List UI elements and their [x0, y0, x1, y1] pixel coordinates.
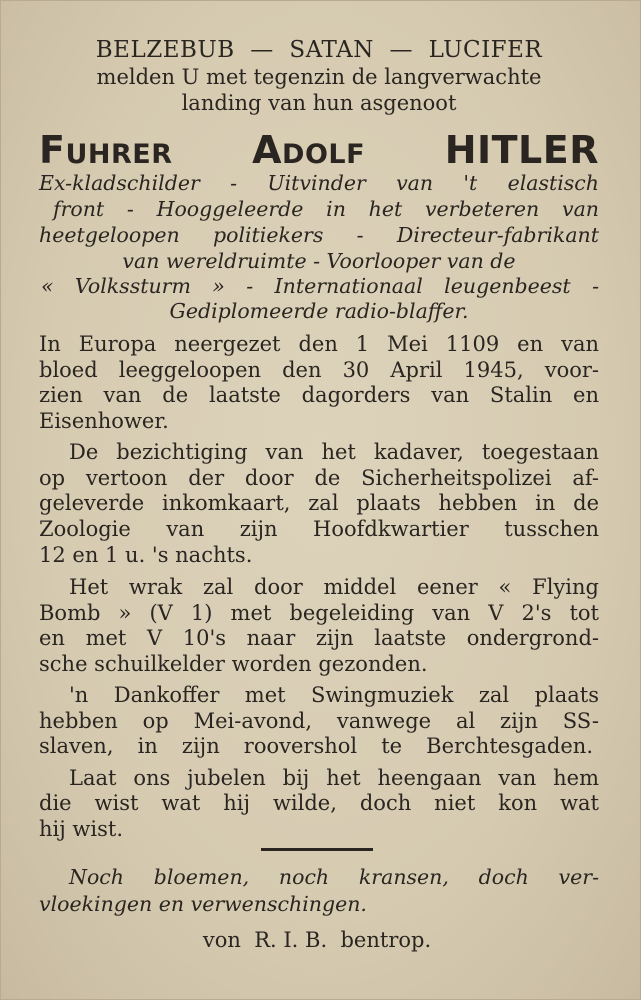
p1-line-1: In Europa neergezet den 1 Mei 1109 en van	[39, 332, 599, 356]
p2-line-1: De bezichtiging van het kadaver, toegestaan	[69, 440, 599, 464]
p3-line-4: sche schuilkelder worden gezonden.	[39, 652, 428, 676]
p2-line-3: geleverde inkomkaart, zal plaats hebben in de	[39, 491, 599, 515]
titles-line-4: van wereldruimte - Voorlooper van de	[122, 249, 516, 273]
p1-line-2: bloed leeggeloopen den 30 April 1945, voor-	[39, 358, 599, 382]
p1-line-3: zien van de laatste dagorders van Stalin en	[39, 383, 599, 407]
p3-line-1: Het wrak zal door middel eener « Flying	[69, 575, 599, 599]
titles-line-1: Ex-kladschilder - Uitvinder van 't elastisch	[39, 171, 599, 195]
closing-line-1: Noch bloemen, noch kransen, doch ver-	[69, 865, 599, 889]
p3-line-3: en met V 10's naar zijn laatste ondergrond-	[39, 626, 599, 650]
p2-line-5: 12 en 1 u. 's nachts.	[39, 543, 253, 567]
titles-line-3: heetgeloopen politiekers - Directeur-fabrikant	[39, 223, 599, 247]
name-title: Fuhrer Adolf HITLER	[39, 128, 599, 172]
p3-line-2: Bomb » (V 1) met begeleiding van V 2's tot	[39, 601, 599, 625]
p4-line-3: slaven, in zijn roovershol te Berchtesgaden.	[39, 734, 593, 758]
p2-line-4: Zoologie van zijn Hoofdkwartier tusschen	[39, 517, 599, 541]
titles-line-5: « Volkssturm » - Internationaal leugenbeest -	[41, 274, 599, 298]
p5-line-1: Laat ons jubelen bij het heengaan van hem	[69, 766, 599, 790]
header-line-1: BELZEBUB — SATAN — LUCIFER	[95, 37, 543, 63]
divider-rule	[261, 848, 373, 851]
p2-line-2: op vertoon der door de Sicherheitspolizei af-	[39, 466, 599, 490]
titles-line-2: front - Hooggeleerde in het verbeteren van	[53, 197, 599, 221]
p4-line-2: hebben op Mei-avond, vanwege al zijn SS-	[39, 709, 599, 733]
p5-line-3: hij wist.	[39, 817, 124, 841]
p1-line-4: Eisenhower.	[39, 409, 169, 433]
header-line-2: melden U met tegenzin de langverwachte	[96, 65, 542, 89]
p5-line-2: die wist wat hij wilde, doch niet kon wat	[39, 791, 599, 815]
signature: von R. I. B. bentrop.	[202, 928, 432, 952]
header-line-3: landing van hun asgenoot	[181, 91, 457, 115]
titles-line-6: Gediplomeerde radio-blaffer.	[169, 299, 469, 323]
closing-line-2: vloekingen en verwenschingen.	[39, 892, 367, 916]
p4-line-1: 'n Dankoffer met Swingmuziek zal plaats	[69, 683, 599, 707]
